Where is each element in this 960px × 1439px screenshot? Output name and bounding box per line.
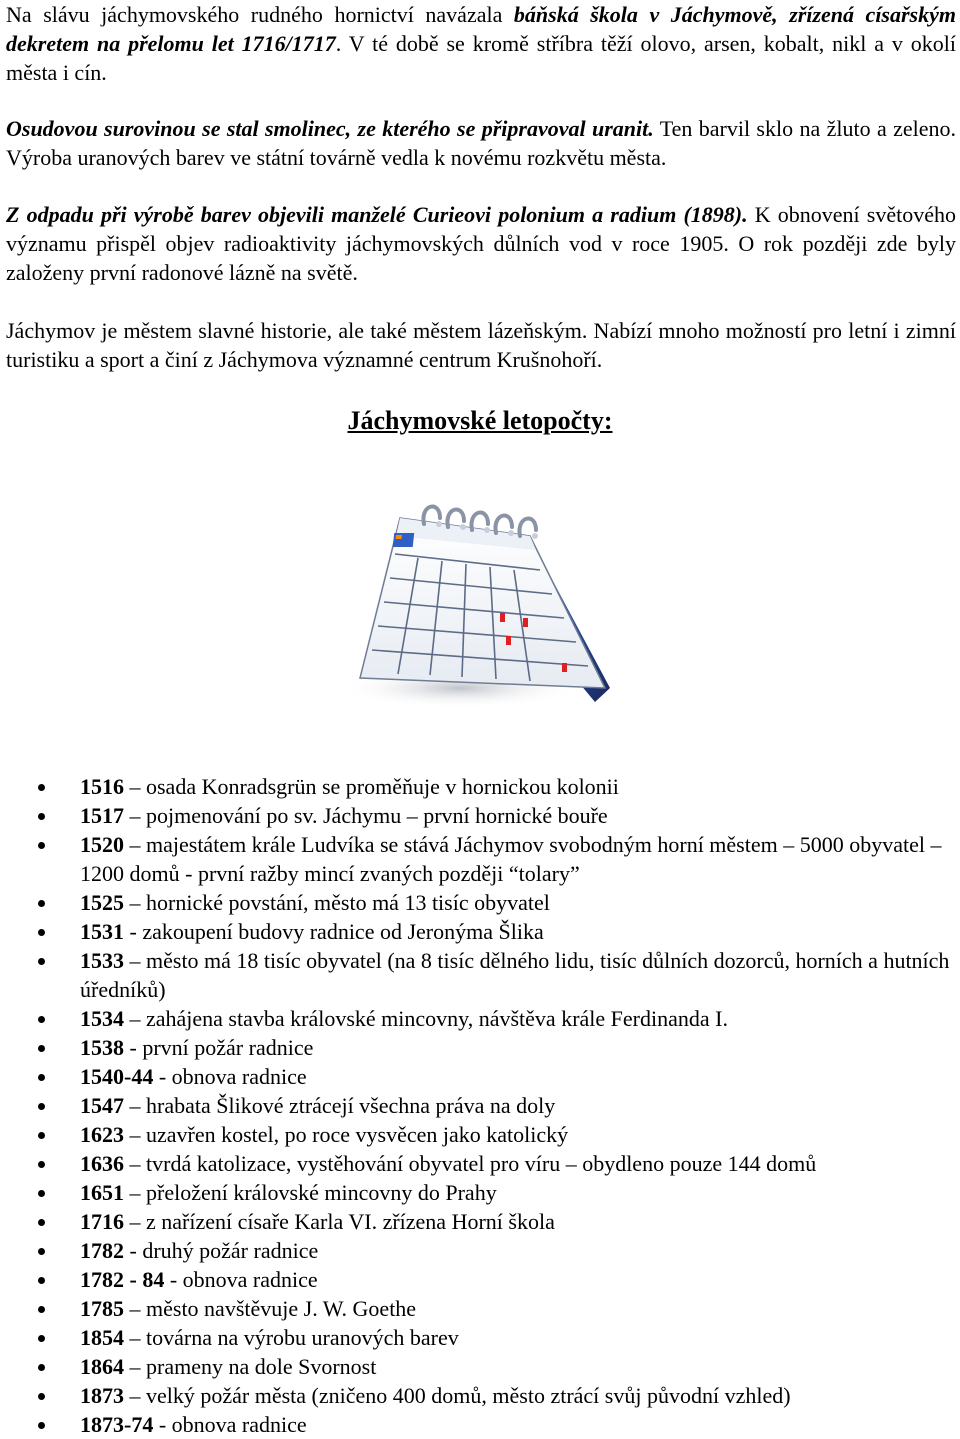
timeline-item [0,1091,960,1120]
timeline-heading: Jáchymovské letopočty: [347,406,613,435]
timeline-text: – z nařízení císaře Karla VI. zřízena Horní škola [124,1209,555,1234]
timeline-item [0,830,960,888]
bullet-icon [38,1132,45,1139]
timeline-year: 1533 [80,948,124,973]
timeline-text: – pojmenování po sv. Jáchymu – první hornické bouře [124,803,608,828]
timeline-item [0,1178,960,1207]
paragraph-radium-emphasis: Z odpadu při výrobě barev objevili manželé Curieovi polonium a radium (1898). [6,202,748,227]
timeline-item [0,946,960,1004]
bullet-icon [38,900,45,907]
timeline-year: 1782 [80,1238,124,1263]
timeline-item [0,888,960,917]
timeline-year: 1854 [80,1325,124,1350]
timeline-year: 1525 [80,890,124,915]
timeline-text: – továrna na výrobu uranových barev [124,1325,459,1350]
timeline-item [0,1294,960,1323]
timeline-text: – zahájena stavba královské mincovny, návštěva krále Ferdinanda I. [124,1006,728,1031]
timeline-item [0,1004,960,1033]
bullet-icon [38,1364,45,1371]
paragraph-uranium-text: Ten barvil sklo na žluto a zeleno. Výroba uranových barev ve státní továrně vedla k novému rozkvětu města. [6,116,957,170]
timeline-text: – prameny na dole Svornost [124,1354,377,1379]
timeline-year: 1516 [80,774,124,799]
bullet-icon [38,1016,45,1023]
bullet-icon [38,1248,45,1255]
bullet-icon [38,929,45,936]
timeline-item [0,1207,960,1236]
timeline-text: – majestátem krále Ludvíka se stává Jáchymov svobodným horní městem – 5000 obyvatel – 1200 domů - první ražby mincí zvaných později “tolary” [80,832,942,886]
bullet-icon [38,1335,45,1342]
timeline-text: – přeložení královské mincovny do Prahy [124,1180,497,1205]
timeline-item [0,1381,960,1410]
paragraph-uranium-emphasis: Osudovou surovinou se stal smolinec, ze kterého se připravoval uranit. [6,116,654,141]
timeline-year: 1520 [80,832,124,857]
bullet-icon [38,1045,45,1052]
timeline-year: 1864 [80,1354,124,1379]
timeline-text: – město navštěvuje J. W. Goethe [124,1296,417,1321]
timeline-item [0,1033,960,1062]
timeline-item [0,1265,960,1294]
timeline-year: 1716 [80,1209,124,1234]
paragraph-radium [6,200,956,287]
timeline-item [0,1323,960,1352]
timeline-text: – tvrdá katolizace, vystěhování obyvatel pro víru – obydleno pouze 144 domů [124,1151,817,1176]
timeline-text: – hornické povstání, město má 13 tisíc obyvatel [124,890,550,915]
timeline-text: - obnova radnice [153,1412,307,1437]
timeline-year: 1782 - 84 [80,1267,165,1292]
timeline-text: – hrabata Šlikové ztrácejí všechna práva na doly [124,1093,556,1118]
bullet-icon [38,1103,45,1110]
timeline-year: 1540-44 [80,1064,154,1089]
timeline-year: 1531 [80,919,124,944]
timeline-year: 1517 [80,803,124,828]
timeline-year: 1873 [80,1383,124,1408]
timeline-text: - první požár radnice [124,1035,314,1060]
bullet-icon [38,1190,45,1197]
timeline-year: 1534 [80,1006,124,1031]
timeline-item [0,772,960,801]
timeline-item [0,1149,960,1178]
timeline-year: 1785 [80,1296,124,1321]
timeline-text: – uzavřen kostel, po roce vysvěcen jako katolický [124,1122,569,1147]
timeline-list [0,772,960,1439]
calendar-icon [340,478,610,714]
paragraph-school-text-a: Na slávu jáchymovského rudného hornictví navázala [6,2,514,27]
paragraph-school-emphasis: báňská škola v Jáchymově, zřízená císařským dekretem na přelomu let 1716/1717 [6,2,956,56]
paragraph-spa [6,316,956,374]
bullet-icon [38,784,45,791]
paragraph-uranium [6,114,956,172]
timeline-year: 1873-74 [80,1412,154,1437]
timeline-item [0,1236,960,1265]
paragraph-school-text-c: . V té době se kromě stříbra těží olovo, arsen, kobalt, nikl a v okolí města i cín. [6,31,957,85]
timeline-text: – velký požár města (zničeno 400 domů, město ztrácí svůj původní vzhled) [124,1383,791,1408]
bullet-icon [38,1161,45,1168]
bullet-icon [38,958,45,965]
timeline-year: 1538 [80,1035,124,1060]
timeline-text: - obnova radnice [153,1064,307,1089]
timeline-text: - obnova radnice [164,1267,318,1292]
bullet-icon [38,813,45,820]
timeline-item [0,1120,960,1149]
timeline-year: 1623 [80,1122,124,1147]
paragraph-school [6,0,956,87]
timeline-item [0,917,960,946]
timeline-item [0,1352,960,1381]
bullet-icon [38,1277,45,1284]
bullet-icon [38,1393,45,1400]
timeline-item [0,1062,960,1091]
timeline-text: - zakoupení budovy radnice od Jeronýma Šlika [124,919,544,944]
timeline-year: 1547 [80,1093,124,1118]
bullet-icon [38,842,45,849]
timeline-year: 1636 [80,1151,124,1176]
timeline-text: – osada Konradsgrün se proměňuje v hornickou kolonii [124,774,619,799]
timeline-item [0,801,960,830]
paragraph-spa-text: Jáchymov je městem slavné historie, ale také městem lázeňským. Nabízí mnoho možností pro letní i zimní turistiku a sport a činí z Jáchymova významné centrum Krušnohoří. [6,318,956,372]
timeline-text: - druhý požár radnice [124,1238,319,1263]
bullet-icon [38,1219,45,1226]
bullet-icon [38,1306,45,1313]
timeline-text: – město má 18 tisíc obyvatel (na 8 tisíc dělného lidu, tisíc důlních dozorců, horních a hutních úředníků) [80,948,950,1002]
timeline-year: 1651 [80,1180,124,1205]
timeline-item [0,1410,960,1439]
bullet-icon [38,1422,45,1429]
bullet-icon [38,1074,45,1081]
paragraph-radium-text: K obnovení světového významu přispěl objev radioaktivity jáchymovských důlních vod v roce 1905. O rok později zde byly založeny první radonové lázně na světě. [6,202,957,285]
